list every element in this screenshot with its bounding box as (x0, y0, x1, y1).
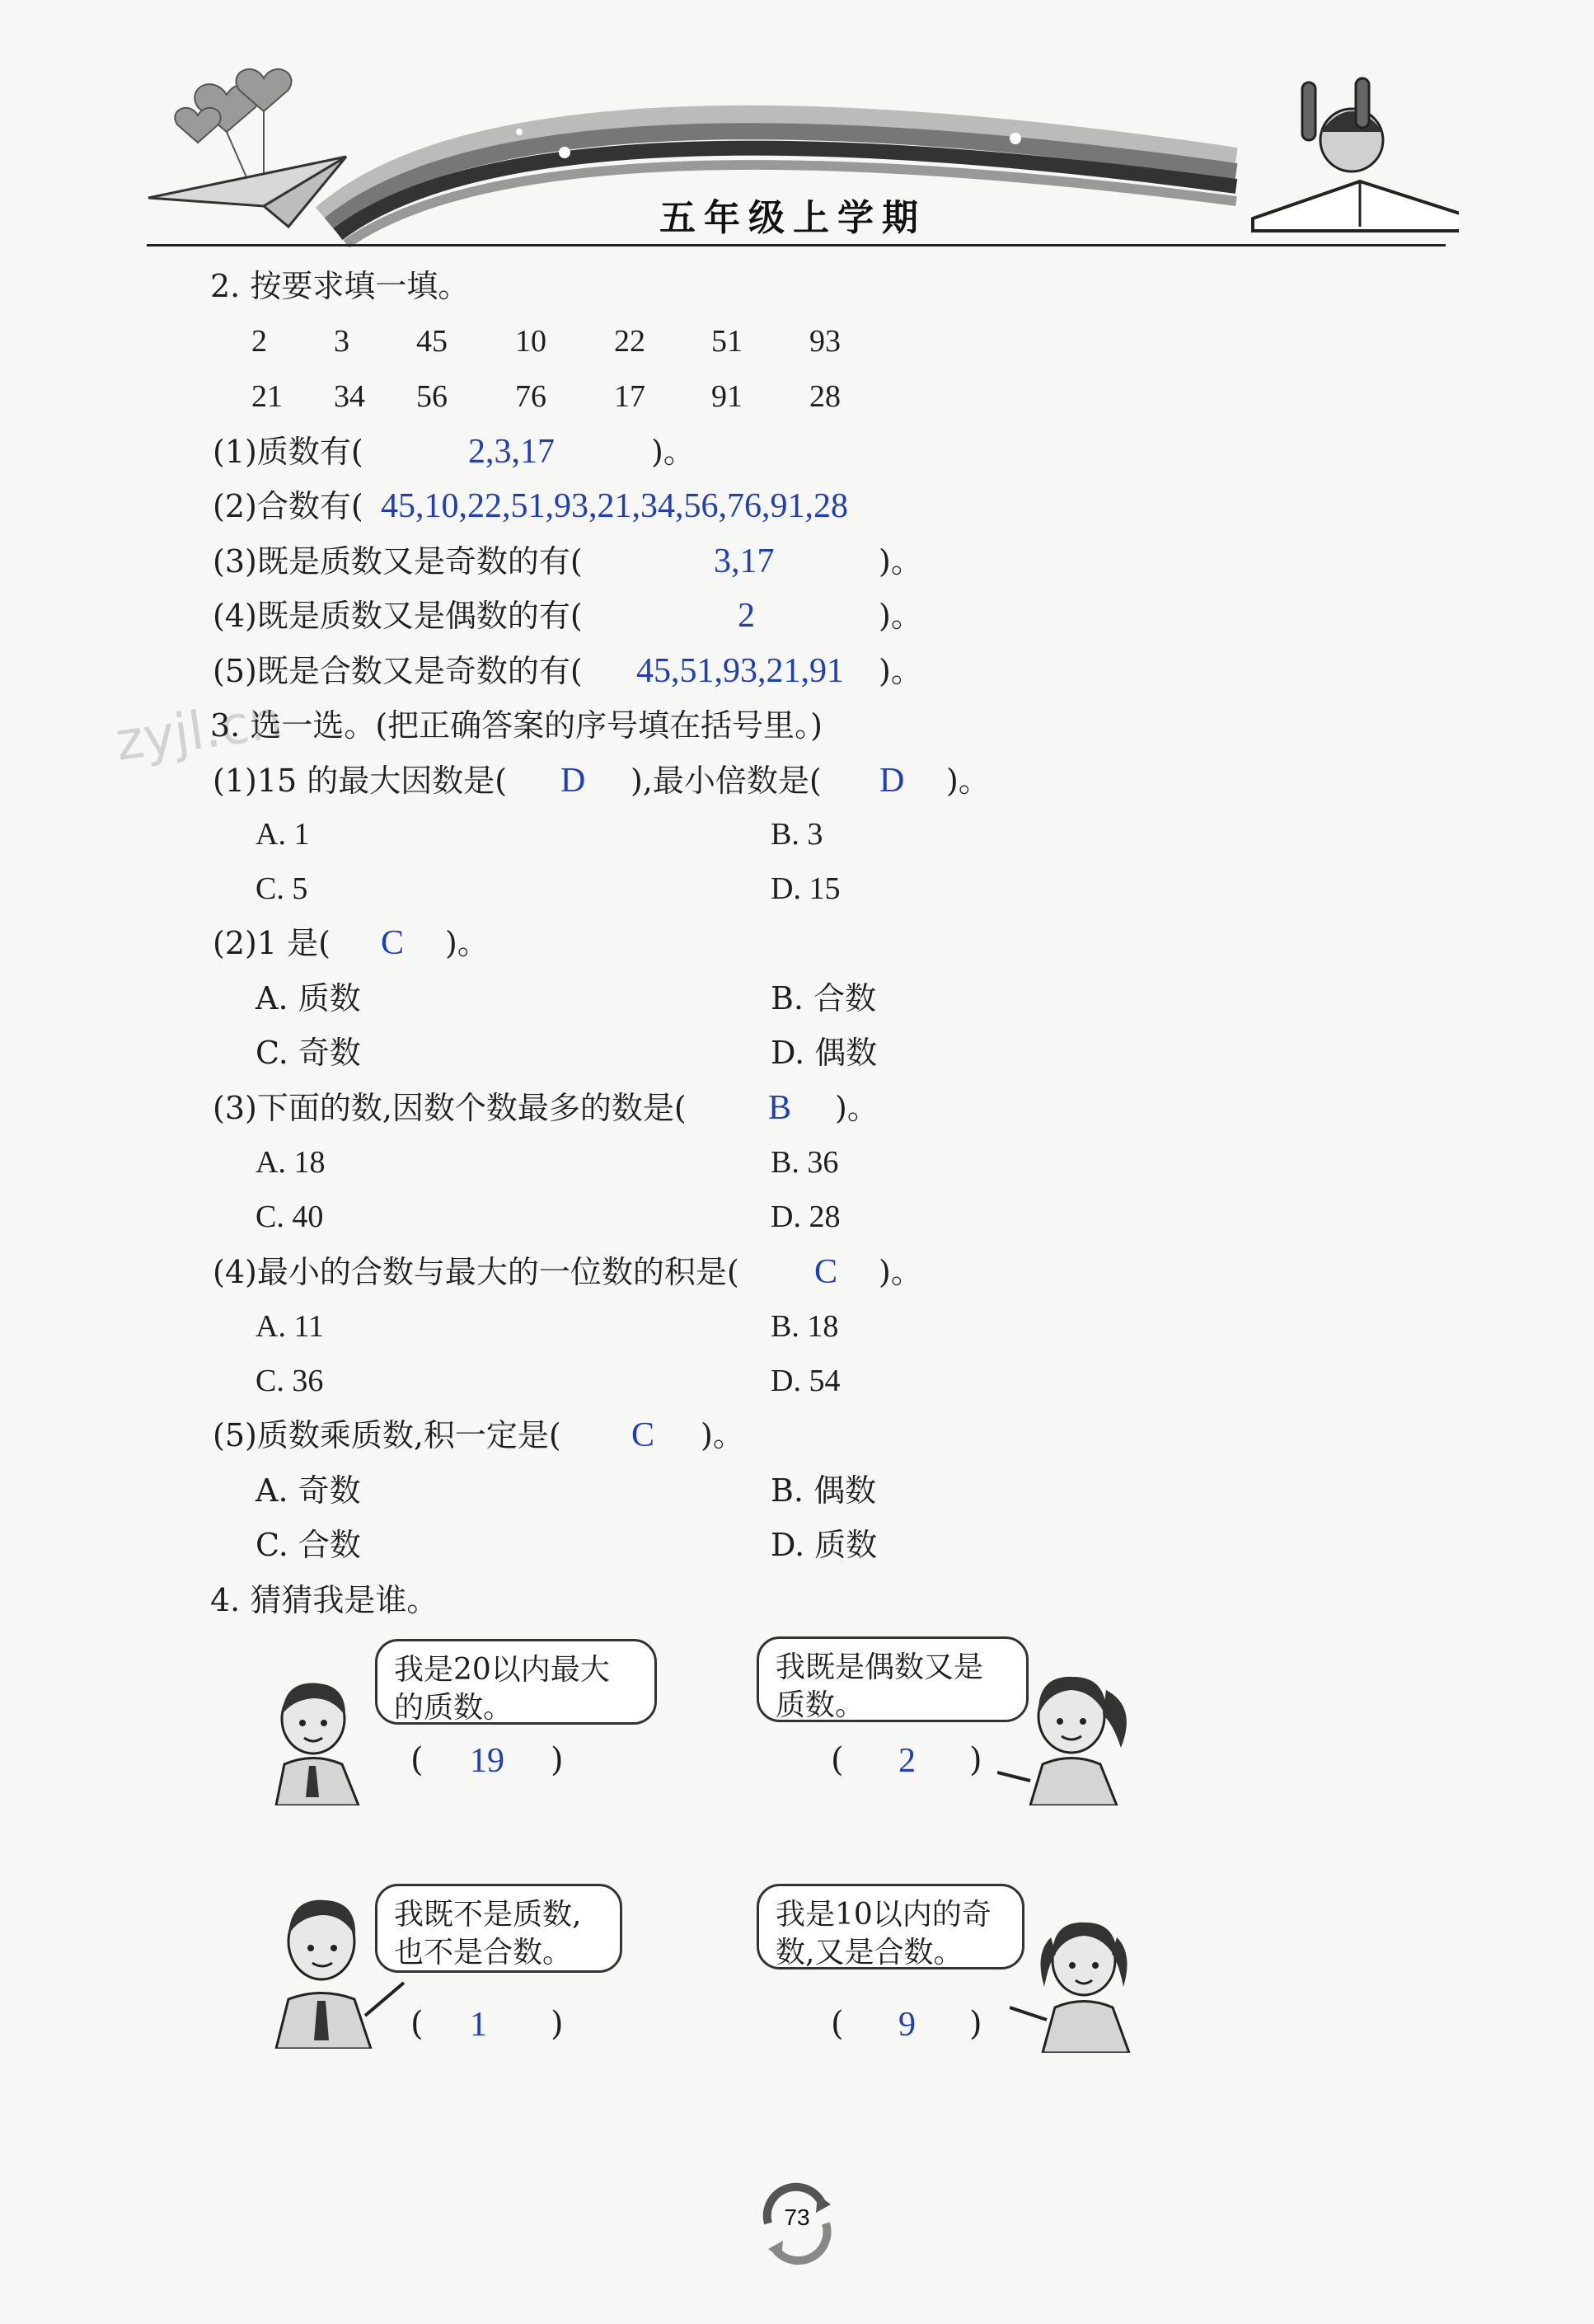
q2-item-close: )。 (879, 653, 922, 689)
q3-2-close: )。 (445, 925, 489, 961)
q2-number: 3 (334, 324, 349, 359)
header-rule (147, 244, 1446, 246)
option-c: C. 奇数 (256, 1035, 361, 1071)
q2-number: 28 (809, 379, 841, 414)
option-d: D. 15 (771, 871, 841, 906)
q3-2-label: (2)1 是( (213, 925, 331, 961)
paren-open: ( (410, 2005, 424, 2043)
q2-item-label: (3)既是质数又是奇数的有( (213, 543, 583, 580)
option-d: D. 28 (771, 1200, 841, 1234)
paren-open: ( (410, 1741, 424, 1779)
q2-number: 76 (515, 379, 546, 414)
option-d: D. 偶数 (771, 1035, 878, 1071)
q3-3-close: )。 (835, 1090, 879, 1126)
speech-bubble: 我既不是质数,也不是合数。 (375, 1884, 622, 1973)
option-b: B. 18 (771, 1309, 839, 1344)
q2-item-answer: 3,17 (714, 542, 775, 580)
option-b: B. 偶数 (771, 1472, 877, 1509)
q2-item-label: (5)既是合数又是奇数的有( (213, 653, 583, 689)
page-number-badge (752, 2178, 842, 2269)
option-c: C. 36 (256, 1364, 324, 1398)
option-a: A. 18 (256, 1145, 326, 1180)
paren-close: ) (551, 2005, 564, 2043)
q3-1-answer-b: D (879, 762, 905, 800)
q3-2-answer: C (381, 924, 405, 962)
q2-number: 93 (809, 324, 841, 359)
girl-reading-icon (1253, 78, 1459, 231)
q2-item-answer: 2 (738, 597, 755, 635)
q4-heading: 4. 猜猜我是谁。 (210, 1582, 438, 1618)
q3-1-label-b: ),最小倍数是( (631, 763, 822, 799)
option-b: B. 合数 (771, 980, 877, 1016)
q4-answer: 19 (470, 1742, 504, 1780)
q3-1-label-a: (1)15 的最大因数是( (213, 763, 508, 799)
option-c: C. 合数 (256, 1527, 361, 1563)
paren-open: ( (831, 2005, 844, 2043)
girl-icon (997, 1657, 1162, 1805)
q2-item-close: )。 (879, 598, 922, 634)
q2-item-answer: 45,10,22,51,93,21,34,56,76,91,28 (381, 487, 848, 525)
paper-plane-icon (148, 157, 346, 227)
q3-5-answer: C (631, 1416, 655, 1454)
q2-number: 21 (251, 379, 283, 414)
q3-heading: 3. 选一选。(把正确答案的序号填在括号里。) (210, 707, 823, 744)
option-a: A. 11 (256, 1309, 325, 1344)
girl-icon (1010, 1904, 1158, 2053)
q3-4-answer: C (814, 1253, 838, 1291)
q2-number: 34 (334, 379, 365, 414)
q2-item-close: )。 (651, 434, 695, 470)
q2-number: 51 (711, 324, 743, 359)
option-c: C. 40 (256, 1200, 324, 1234)
q2-item-label: (4)既是质数又是偶数的有( (213, 598, 583, 634)
q3-5-label: (5)质数乘质数,积一定是( (213, 1417, 561, 1453)
boy-icon (268, 1674, 367, 1805)
q3-4-label: (4)最小的合数与最大的一位数的积是( (213, 1254, 739, 1290)
page-number: 73 (784, 2204, 810, 2230)
header-title: 五年级上学期 (659, 197, 926, 239)
q3-1-answer-a: D (560, 762, 586, 800)
q2-item-label: (1)质数有( (213, 434, 363, 470)
q2-item-answer: 45,51,93,21,91 (636, 652, 844, 690)
option-c: C. 5 (256, 871, 308, 906)
watermark: zyjl.cn (111, 689, 287, 773)
q3-3-label: (3)下面的数,因数个数最多的数是( (213, 1090, 687, 1126)
option-b: B. 3 (771, 817, 823, 852)
paren-close: ) (551, 1741, 564, 1779)
paren-close: ) (969, 1741, 982, 1779)
option-d: D. 54 (771, 1364, 841, 1398)
q2-heading: 2. 按要求填一填。 (210, 268, 470, 304)
q4-answer: 9 (898, 2006, 916, 2044)
speech-bubble: 我既是偶数又是质数。 (757, 1636, 1029, 1722)
q2-item-answer: 2,3,17 (468, 433, 555, 471)
speech-bubble: 我是20以内最大的质数。 (375, 1639, 657, 1725)
q2-item-label: (2)合数有( (213, 488, 363, 524)
q2-number: 56 (416, 379, 448, 414)
option-a: A. 奇数 (256, 1472, 361, 1509)
q2-number: 22 (614, 324, 645, 359)
paren-close: ) (969, 2005, 982, 2043)
q3-3-answer: B (768, 1089, 792, 1127)
q3-5-close: )。 (701, 1417, 744, 1453)
option-a: A. 质数 (256, 980, 361, 1016)
q2-number: 17 (614, 379, 645, 414)
q2-number: 2 (251, 324, 267, 359)
paren-open: ( (831, 1741, 844, 1779)
q4-answer: 2 (898, 1742, 916, 1780)
q2-number: 91 (711, 379, 743, 414)
option-b: B. 36 (771, 1145, 839, 1180)
q3-4-close: )。 (879, 1254, 922, 1290)
option-a: A. 1 (256, 817, 310, 852)
q3-1-close: )。 (946, 763, 990, 799)
speech-bubble: 我是10以内的奇数,又是合数。 (757, 1884, 1024, 1970)
option-d: D. 质数 (771, 1527, 878, 1563)
q2-number: 45 (416, 324, 448, 359)
q2-number: 10 (515, 324, 546, 359)
q4-answer: 1 (470, 2006, 487, 2044)
q2-item-close: )。 (879, 543, 922, 580)
